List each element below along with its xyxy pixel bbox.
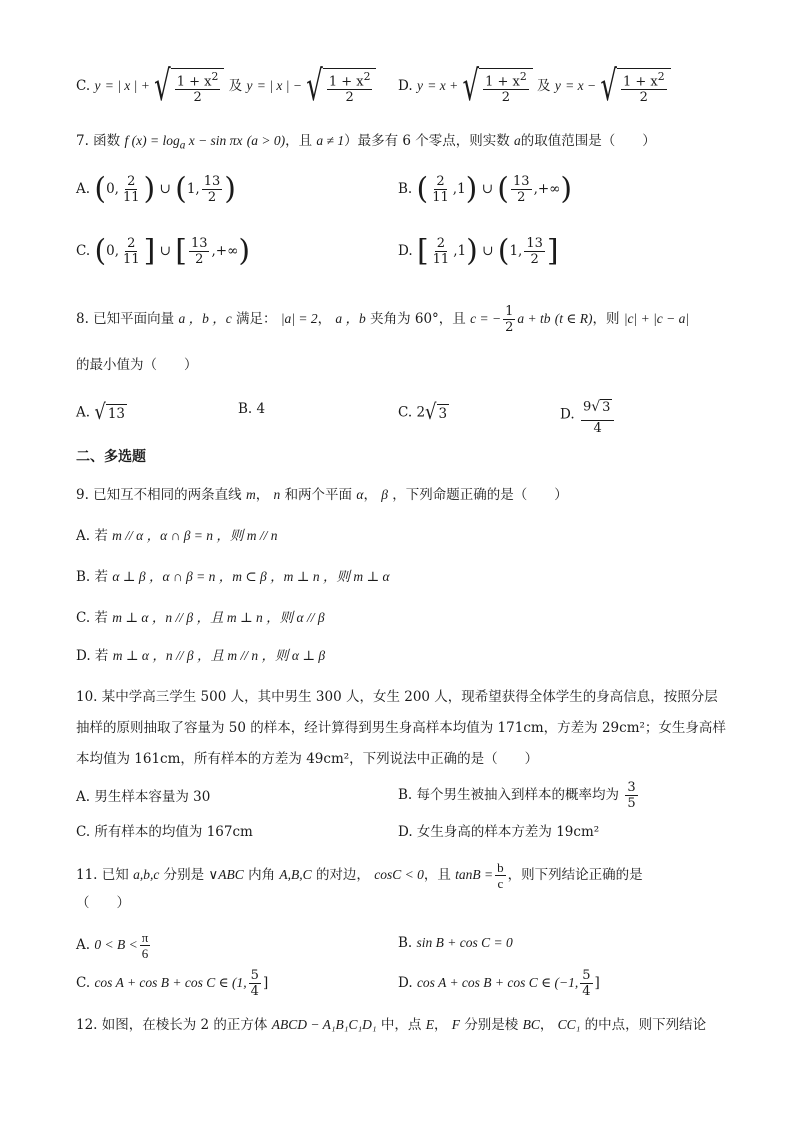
q9-option-d: D. 若 m ⊥ α ，n // β ，且 m // n ，则 α ⊥ β (76, 648, 326, 664)
q9-option-c: C. 若 m ⊥ α ，n // β ，且 m ⊥ n ，则 α // β (76, 610, 325, 626)
sqrt-expr: √ $\frac{1 + x^2}{2}$ (154, 68, 224, 105)
q11-option-b: B. sin B + cos C = 0 (398, 935, 513, 951)
q8-option-d: D. 9 √ 3 4 (560, 394, 616, 436)
q10-option-c: C. 所有样本的均值为 167cm (76, 824, 253, 840)
q9-stem: 9. 已知互不相同的两条直线 m， n 和两个平面 α， β ，下列命题正确的是（ ） (76, 487, 568, 503)
q7-option-d: D. [ $\frac{2}{11}$ ,1) ∪ (1, $\frac{13}{2}$ ] (398, 233, 559, 269)
q6-option-d: D. y = x + √ $\frac{1 + x^2}{2}$ 及 y = x − √ $\frac{1 + x^2}{2}$ (398, 68, 671, 105)
section-heading: 二、多选题 (76, 449, 146, 465)
sqrt-expr: √ $\frac{1 + x^2}{2}$ (306, 68, 376, 105)
q11-option-c: C. cos A + cos B + cos C ∈ (1, $\frac{5}{4}$ ] (76, 968, 269, 999)
q10-stem-line3: 本均值为 161cm，所有样本的方差为 49cm²，下列说法中正确的是（ ） (76, 751, 539, 767)
q8-stem-line2: 的最小值为（ ） (76, 357, 198, 373)
option-label: C. (76, 78, 91, 95)
q9-option-a: A. 若 m // α ，α ∩ β = n ，则 m // n (76, 528, 278, 544)
q7-option-a: A. (0, $\frac{2}{11}$ ) ∪ (1, $\frac{13}{2}$ ) (76, 171, 236, 207)
q11-option-a: A. 0 < B < $\frac{\pi}{6}$ (76, 930, 149, 961)
q7-option-b: B. ( $\frac{2}{11}$ ,1) ∪ ( $\frac{13}{2}$ ,+∞) (398, 171, 573, 207)
q8-option-b: B. 4 (238, 401, 266, 417)
q11-stem: 11. 已知 a,b,c 分别是 ∨ABC 内角 A,B,C 的对边， cosC < 0，且 tanB = $\frac{b}{c}$ ，则下列结论正确的是 (76, 860, 643, 891)
q8-option-a: A. √ 13 (76, 399, 126, 425)
q7-option-c: C. (0, $\frac{2}{11}$ ] ∪ [ $\frac{13}{2}$ ,+∞) (76, 233, 251, 269)
q9-option-b: B. 若 α ⊥ β ，α ∩ β = n ，m ⊂ β ，m ⊥ n ，则 m ⊥ α (76, 569, 390, 585)
option-label: D. (398, 78, 413, 95)
q10-stem-line2: 抽样的原则抽取了容量为 50 的样本，经计算得到男生身高样本均值为 171cm，方差为 29cm²；女生身高样 (76, 720, 726, 736)
q8-stem: 8. 已知平面向量 a ，b ，c 满足： |a| = 2， a ，b 夹角为 60°，且 c = − $\frac{1}{2}$ a + tb (t ∈ R)，则 |c| + |c − a| (76, 304, 690, 335)
q6-option-c: C. y = | x | + √ $\frac{1 + x^2}{2}$ 及 y = | x | − √ $\frac{1 + x^2}{2}$ (76, 68, 376, 105)
q12-stem: 12. 如图，在棱长为 2 的正方体 ABCD − A₁B₁C₁D₁ 中，点 E， F 分别是棱 BC， CC₁ 的中点，则下列结论 (76, 1017, 707, 1033)
q11-option-d: D. cos A + cos B + cos C ∈ (−1, $\frac{5}{4}$ ] (398, 968, 600, 999)
q10-stem-line1: 10. 某中学高三学生 500 人，其中男生 300 人，女生 200 人，现希望获得全体学生的身高信息，按照分层 (76, 689, 718, 705)
sqrt-expr: √ $\frac{1 + x^2}{2}$ (600, 68, 670, 105)
q11-answer-paren: （ ） (76, 895, 130, 911)
q10-option-a: A. 男生样本容量为 30 (76, 789, 211, 805)
q10-option-d: D. 女生身高的样本方差为 19cm² (398, 824, 600, 840)
q10-option-b: B. 每个男生被抽入到样本的概率均为 $\frac{3}{5}$ (398, 780, 636, 811)
sqrt-expr: √ $\frac{1 + x^2}{2}$ (463, 68, 533, 105)
q8-option-c: C. 2 √ 3 (398, 399, 448, 425)
q7-stem: 7. 函数 f $(x) = \log_a x - \sin \pi x$ (a > 0)，且 a ≠ 1）最多有 6 个零点，则实数 a的取值范围是（ ） (76, 133, 656, 152)
